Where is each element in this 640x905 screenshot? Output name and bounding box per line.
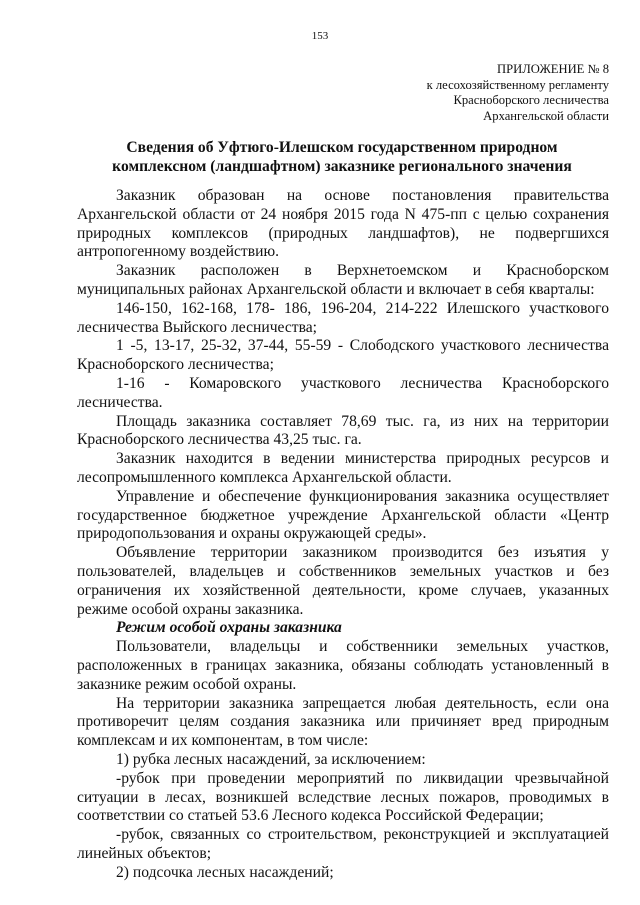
- paragraph: Заказник расположен в Верхнетоемском и Красноборском муниципальных районах Архангельской области и включает в себя кварталы:: [77, 262, 609, 298]
- paragraph: Заказник находится в ведении министерства природных ресурсов и лесопромышленного комплекса Архангельской области.: [77, 450, 609, 486]
- appendix-line: Красноборского лесничества: [453, 93, 609, 108]
- appendix-line: Архангельской области: [483, 108, 609, 123]
- paragraph: На территории заказника запрещается любая деятельность, если она противоречит целям создания заказника или причиняет вред природным комплексам и их компонентам, в том числе:: [77, 694, 609, 750]
- title-line: Сведения об Уфтюго-Илешском государственном природном: [126, 139, 558, 156]
- appendix-title: ПРИЛОЖЕНИЕ № 8: [497, 62, 609, 76]
- paragraph: Заказник образован на основе постановления правительства Архангельской области от 24 ноября 2015 года N 475-пп с целью сохранения природных комплексов (природных ландшафтов), не подвергшихся антропогенному воздействию.: [77, 187, 609, 261]
- document-title: [90, 138, 594, 176]
- list-item: -рубок при проведении мероприятий по ликвидации чрезвычайной ситуации в лесах, возникшей вследствие лесных пожаров, проводимых в соответствии со статьей 53.6 Лесного кодекса Российской Федерации;: [77, 769, 609, 825]
- list-item: -рубок, связанных со строительством, реконструкцией и эксплуатацией линейных объектов;: [77, 826, 609, 862]
- paragraph: Пользователи, владельцы и собственники земельных участков, расположенных в границах заказника, обязаны соблюдать установленный в заказнике режим особой охраны.: [77, 638, 609, 693]
- paragraph: Объявление территории заказником производится без изъятия у пользователей, владельцев и собственников земельных участков и без ограничения их хозяйственной деятельности, кроме случаев, указанных режиме особой охраны заказника.: [77, 544, 609, 618]
- paragraph: Управление и обеспечение функционирования заказника осуществляет государственное бюджетное учреждение Архангельской области «Центр природопользования и охраны окружающей среды».: [77, 487, 609, 543]
- paragraph: 146-150, 162-168, 178- 186, 196-204, 214-222 Илешского участкового лесничества Выйского лесничества;: [77, 299, 609, 336]
- paragraph: 1 -5, 13-17, 25-32, 37-44, 55-59 - Слободского участкового лесничества Красноборского лесничества;: [77, 337, 609, 374]
- document-body: [77, 187, 609, 882]
- list-item: 2) подсочка лесных насаждений;: [116, 863, 334, 881]
- section-heading: Режим особой охраны заказника: [116, 619, 342, 637]
- paragraph: Площадь заказника составляет 78,69 тыс. га, из них на территории Красноборского лесничества 43,25 тыс. га.: [77, 412, 609, 449]
- page-number: 153: [311, 30, 329, 42]
- list-item: 1) рубка лесных насаждений, за исключением:: [116, 750, 426, 768]
- appendix-header: [427, 62, 609, 124]
- title-line: комплексном (ландшафтном) заказнике регионального значения: [112, 158, 572, 175]
- appendix-line: к лесохозяйственному регламенту: [426, 77, 609, 92]
- paragraph: 1-16 - Комаровского участкового лесничества Красноборского лесничества.: [77, 374, 609, 411]
